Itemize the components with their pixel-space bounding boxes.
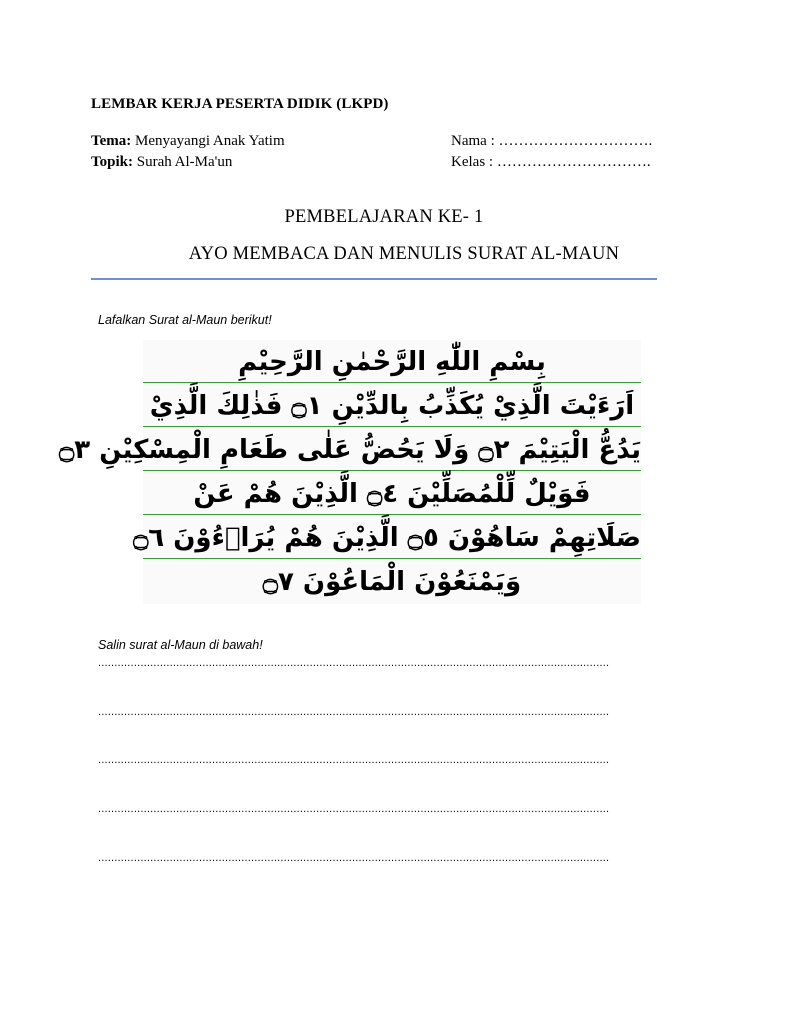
- ruled-line: [143, 426, 641, 427]
- title-divider: [91, 278, 657, 280]
- topik-label: Topik:: [91, 154, 133, 170]
- topik-value: Surah Al-Ma'un: [136, 154, 233, 170]
- kelas-field[interactable]: Kelas : ………………………….: [451, 154, 651, 170]
- ruled-line: [143, 514, 641, 515]
- basmalah-line: بِسْمِ اللّٰهِ الرَّحْمٰنِ الرَّحِيْمِ: [238, 347, 546, 377]
- tema-row: [91, 133, 285, 150]
- lesson-heading: PEMBELAJARAN KE- 1: [284, 207, 484, 227]
- ayah-line: يَدُعُّ الْيَتِيْمَ ۝٢ وَلَا يَحُضُّ عَلٰى طَعَامِ الْمِسْكِيْنِ ۝٣: [59, 435, 641, 465]
- read-instruction: Lafalkan Surat al-Maun berikut!: [98, 313, 272, 327]
- ayah-line: فَوَيْلٌ لِّلْمُصَلِّيْنَ ۝٤ الَّذِيْنَ هُمْ عَنْ: [193, 479, 591, 509]
- ruled-line: [143, 382, 641, 383]
- section-subtitle: AYO MEMBACA DAN MENULIS SURAT AL-MAUN: [188, 244, 620, 264]
- ruled-line: [143, 470, 641, 471]
- writing-line-2[interactable]: .............................................................................................................................................................: [98, 706, 610, 718]
- surah-al-maun-text: [59, 340, 641, 604]
- writing-line-1[interactable]: .............................................................................................................................................................: [98, 657, 610, 669]
- tema-value: Menyayangi Anak Yatim: [135, 133, 285, 149]
- writing-line-4[interactable]: .............................................................................................................................................................: [98, 803, 610, 815]
- copy-instruction: Salin surat al-Maun di bawah!: [98, 638, 263, 652]
- writing-line-5[interactable]: .............................................................................................................................................................: [98, 852, 610, 864]
- ayah-line: صَلَاتِهِمْ سَاهُوْنَ ۝٥ الَّذِيْنَ هُمْ يُرَاۤءُوْنَ ۝٦: [133, 523, 641, 553]
- ayah-line: وَيَمْنَعُوْنَ الْمَاعُوْنَ ۝٧: [262, 567, 522, 597]
- writing-line-3[interactable]: .............................................................................................................................................................: [98, 754, 610, 766]
- nama-field[interactable]: Nama : ………………………….: [451, 133, 653, 149]
- ayah-line: اَرَءَيْتَ الَّذِيْ يُكَذِّبُ بِالدِّيْنِ ۝١ فَذٰلِكَ الَّذِيْ: [149, 391, 635, 421]
- topik-row: [91, 154, 232, 171]
- tema-label: Tema:: [91, 133, 132, 149]
- document-title: LEMBAR KERJA PESERTA DIDIK (LKPD): [91, 96, 389, 112]
- ruled-line: [143, 558, 641, 559]
